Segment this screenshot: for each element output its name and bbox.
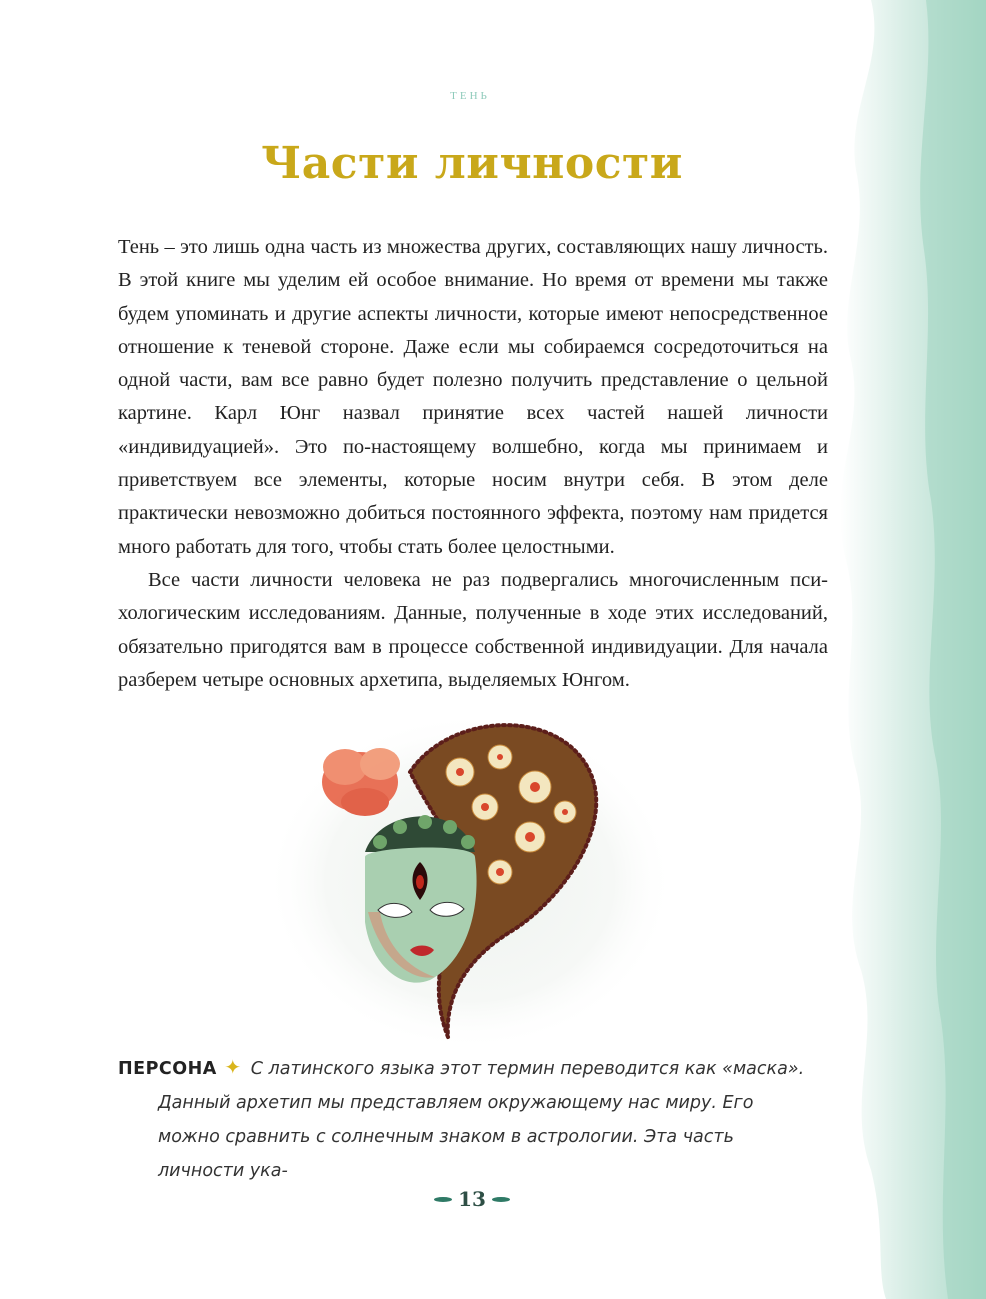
running-head: ТЕНЬ: [450, 90, 490, 102]
page-number-value: 13: [458, 1187, 486, 1211]
persona-entry: [118, 1050, 818, 1188]
mask-face-illustration: [270, 712, 680, 1042]
leaf-ornament-icon: [434, 1197, 452, 1202]
paragraph-1: Тень – это лишь одна часть из множества других, составляющих нашу личность. В этой книге мы уделим ей особое внимание. Но время от времени мы также будем упоминать и другие аспекты личности, которые имеют непосредственное отношение к теневой стороне. Даже если мы собираемся сосредоточиться на одной части, вам все равно будет полезно получить представление о цельной картине. Карл Юнг назвал принятие всех частей нашей личности «индивидуацией». Это по-настоящему волшебно, когда мы принимаем и приветствуем все элементы, которые носим внутри себя. В этом деле практически невозможно добиться постоянного эффекта, поэтому нам придется много работать для того, чтобы стать более целостными.: [118, 236, 828, 558]
page-title: Части личности: [261, 138, 683, 189]
leaf-ornament-icon: [492, 1197, 510, 1202]
four-point-star-icon: ✦: [224, 1055, 242, 1079]
page-number: [0, 1184, 944, 1214]
persona-term: ПЕРСОНА: [118, 1059, 217, 1079]
paragraph-2: Все части личности человека не раз подвергались многочисленным психологическим исследованиям. Данные, полученные в ходе этих исследований, обязательно пригодятся вам в процессе собственной индивидуации. Для начала разберем четыре основных архетипа, выделяемых Юнгом.: [118, 568, 828, 691]
persona-definition-rest: Данный архетип мы представляем окружающему нас миру. Его можно сравнить с солнечным знаком в астрологии. Эта часть личности ука-: [158, 1093, 754, 1181]
body-text: [118, 231, 828, 697]
persona-definition-first: С латинского языка этот термин переводится как «маска».: [250, 1059, 805, 1079]
